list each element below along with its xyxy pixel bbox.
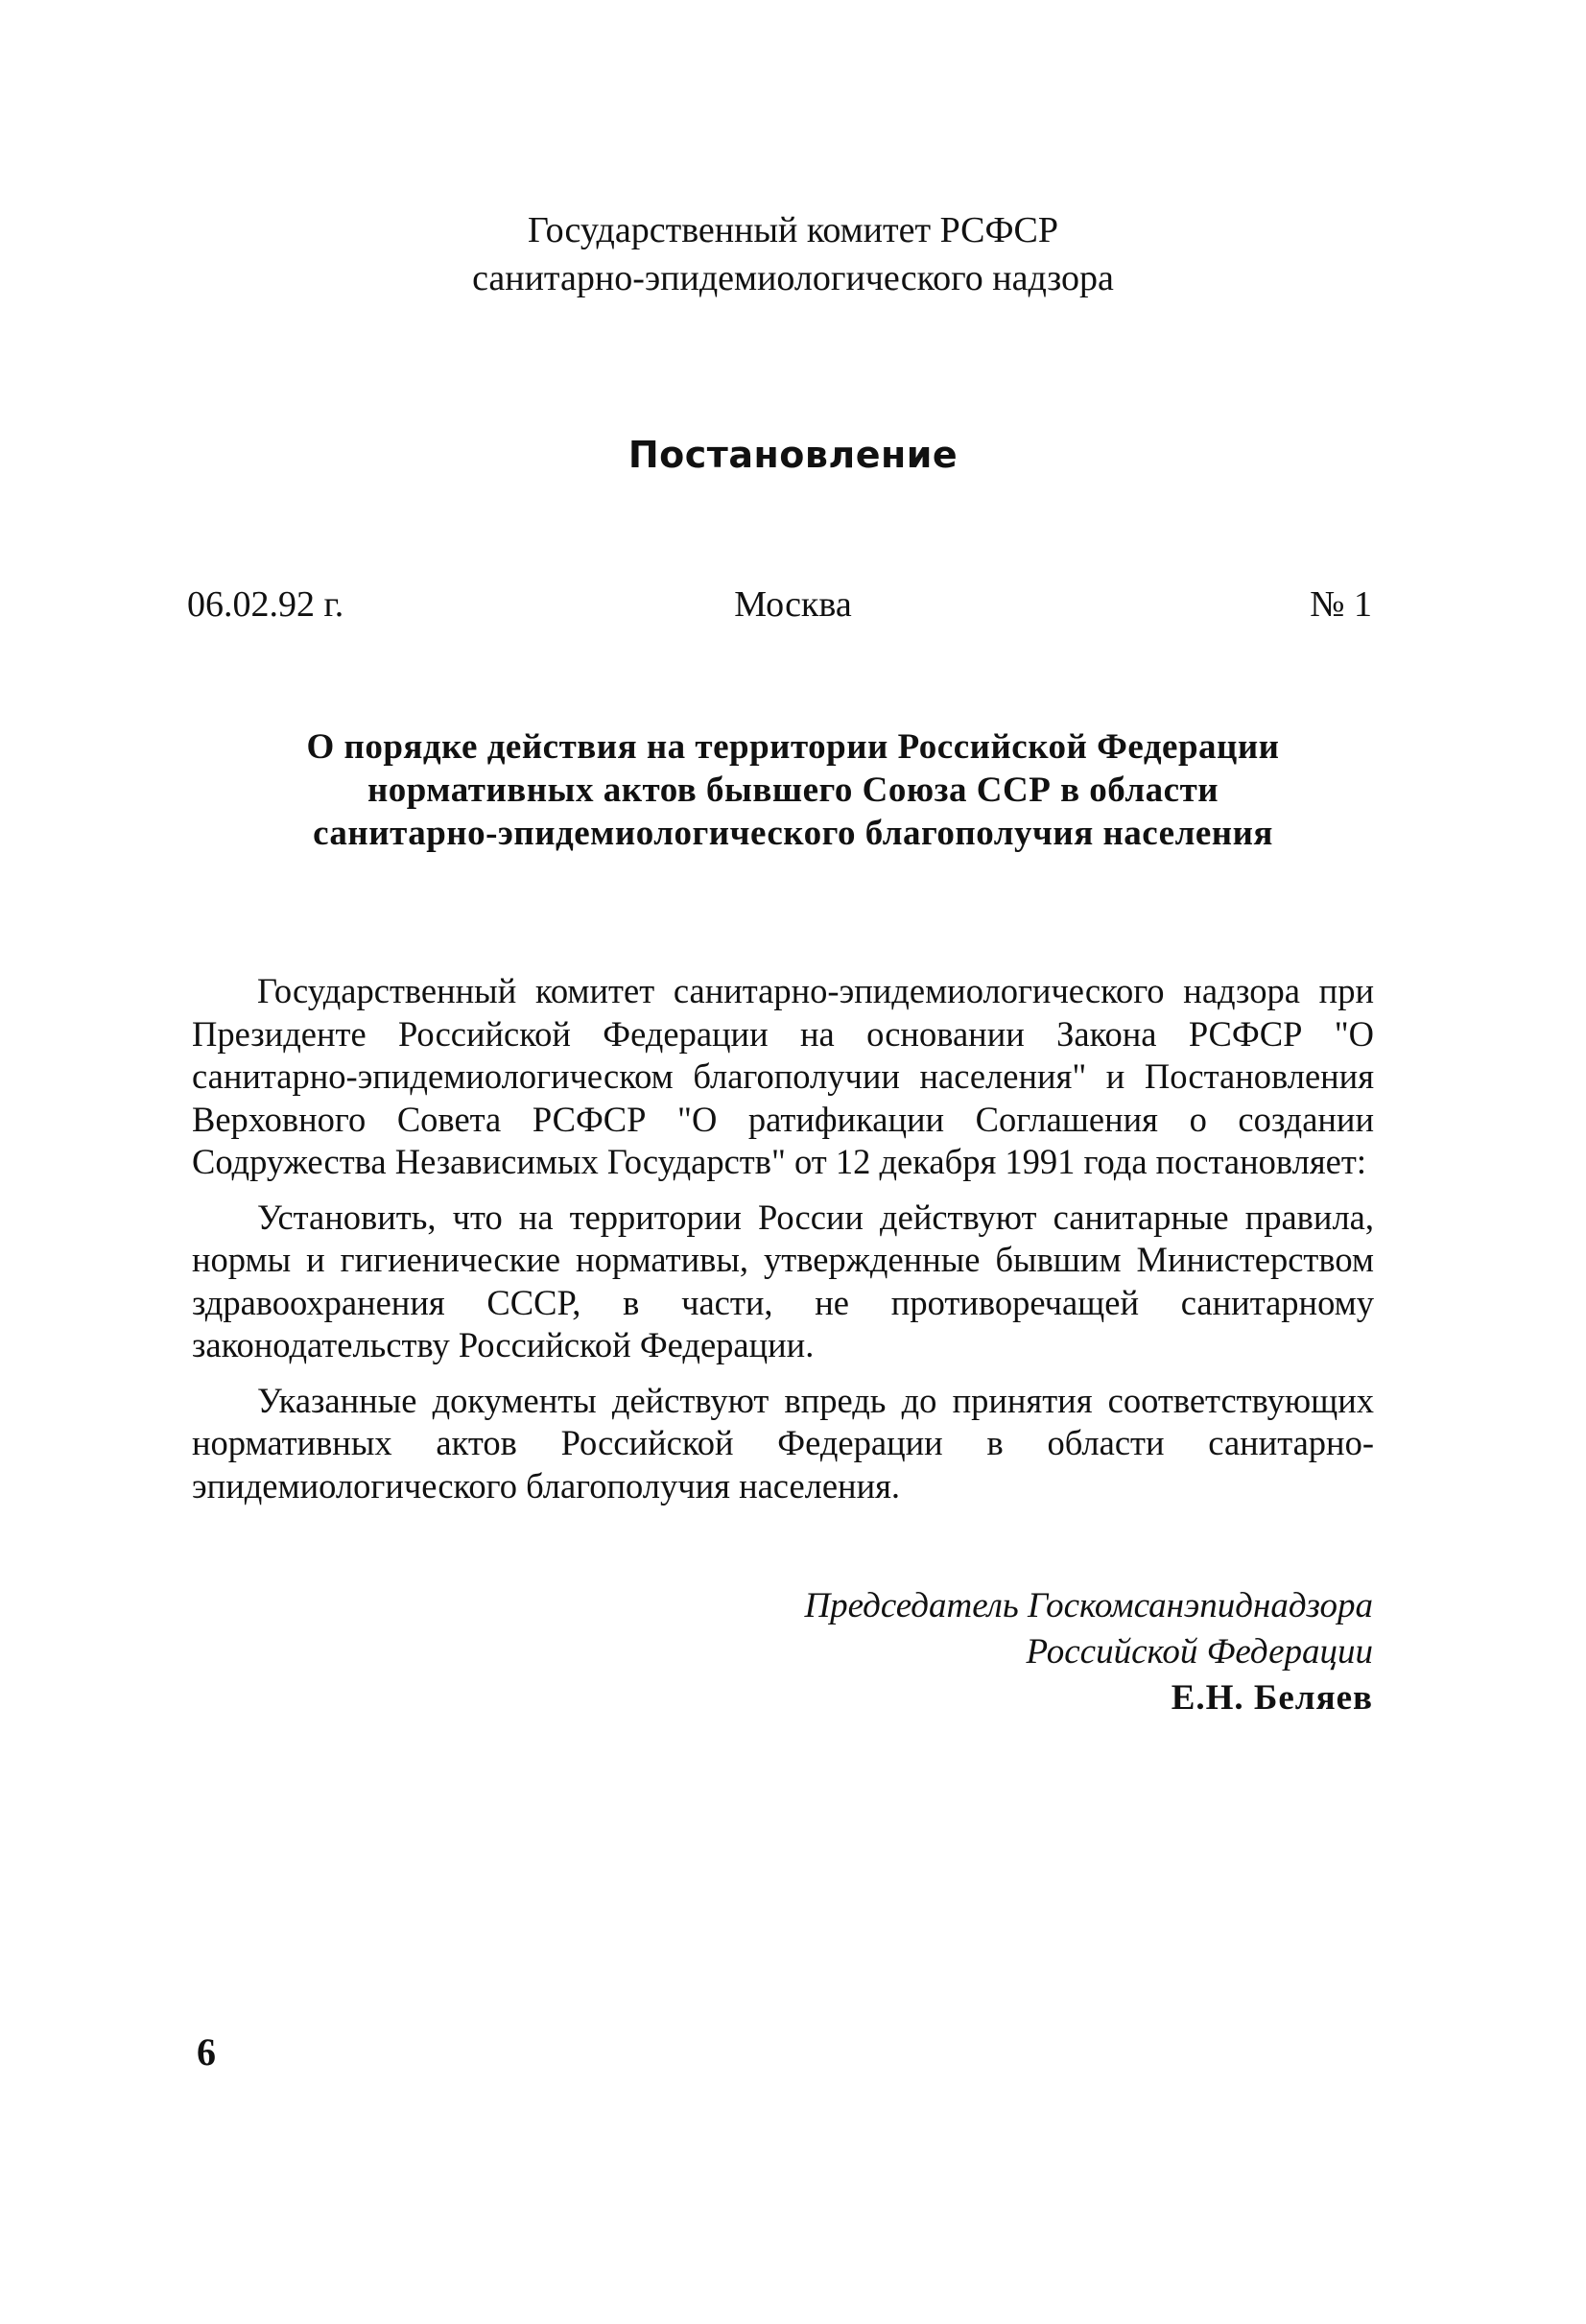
document-city: Москва <box>734 584 852 625</box>
body-paragraph: Государственный комитет санитарно-эпидемиологического надзора при Президенте Российской Федерации на основании Закона РСФСР "О санитарно-эпидемиологическом благополучии населения" и Постановления Верховного Совета РСФСР "О ратификации Соглашения о создании Содружества Независимых Государств" от 12 декабря 1991 года постановляет: <box>192 971 1374 1181</box>
subject-line-2: нормативных актов бывшего Союза ССР в области <box>367 771 1219 810</box>
document-subject <box>0 725 1586 855</box>
signatory-name: Е.Н. Беляев <box>1171 1678 1373 1718</box>
signatory-role-line-2: Российской Федерации <box>1026 1632 1373 1672</box>
document-type-title: Постановление <box>627 434 959 476</box>
document-date: 06.02.92 г. <box>187 584 344 625</box>
subject-line-1: О порядке действия на территории Российской Федерации <box>306 727 1280 767</box>
subject-line-3: санитарно-эпидемиологического благополучия населения <box>313 814 1273 853</box>
body-paragraph: Указанные документы действуют впредь до принятия соответствующих нормативных актов Российской Федерации в области санитарно-эпидемиологического благополучия населения. <box>192 1380 1374 1506</box>
issuer-line-2: санитарно-эпидемиологического надзора <box>472 258 1114 298</box>
document-number: № 1 <box>1310 584 1372 625</box>
issuer-line-1: Государственный комитет РСФСР <box>527 210 1059 250</box>
signature-block <box>804 1583 1373 1721</box>
document-body <box>192 970 1374 1520</box>
body-paragraph: Установить, что на территории России действуют санитарные правила, нормы и гигиенические нормативы, утвержденные бывшим Министерством здравоохранения СССР, в части, не противоречащей санитарному законодательству Российской Федерации. <box>192 1197 1374 1364</box>
issuer-header <box>0 206 1586 302</box>
signatory-role-line-1: Председатель Госкомсанэпиднадзора <box>804 1586 1373 1625</box>
page-number: 6 <box>197 2030 216 2074</box>
